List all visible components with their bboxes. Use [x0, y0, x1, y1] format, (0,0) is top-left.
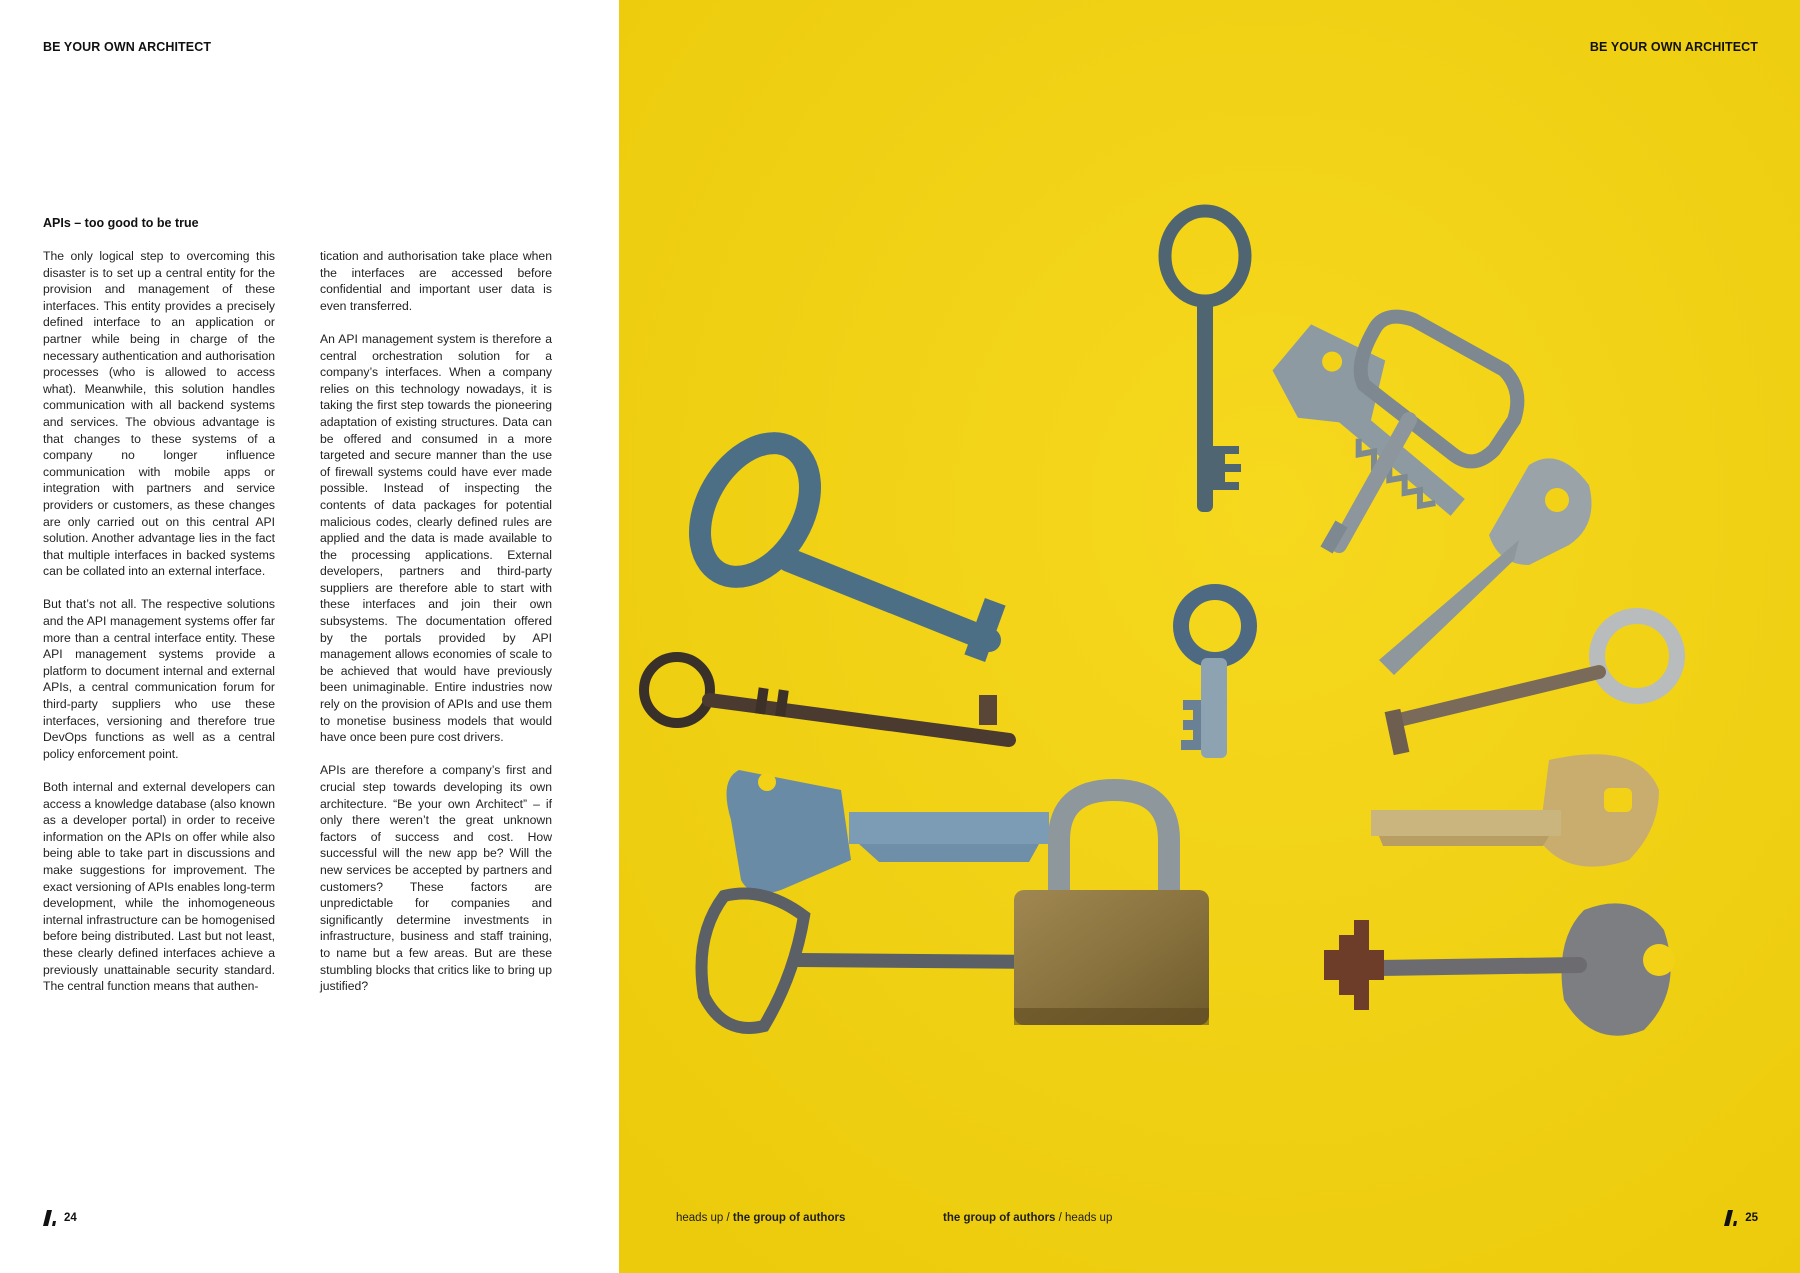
section-heading: APIs – too good to be true: [43, 216, 199, 230]
text-column-1: [43, 248, 275, 1011]
paragraph: But that’s not all. The respective solutions and the API management systems offer far more than a central interface entity. These API management systems provide a platform to document internal and external APIs, a central communication forum for third-party suppliers who use these interfaces, versioning and therefore true DevOps functions as well as a central policy enforcement point.: [43, 597, 275, 761]
page-number-right: [1724, 1210, 1758, 1226]
page-number-left: [43, 1210, 77, 1226]
credit-plain: / heads up: [1055, 1212, 1113, 1224]
credit-plain: heads up /: [676, 1212, 733, 1224]
left-page: [0, 0, 619, 1273]
running-head-right: BE YOUR OWN ARCHITECT: [1589, 40, 1758, 54]
logo-mark-icon: [43, 1210, 57, 1226]
credit-bold: the group of authors: [943, 1212, 1056, 1224]
footer-credit-right: [943, 1212, 1112, 1224]
text-column-2: [320, 248, 552, 1011]
paragraph: APIs are therefore a company’s first and crucial step towards developing its own architecture. “Be your own Architect” – if only there weren’t the great unknown factors of success and cost. How successful will the new app be? Will the new services be accepted by partners and customers? These factors are unpredictable for companies and significantly determine investments in infrastructure, business and staff training, to name but a few areas. But are these stumbling blocks that critics like to bring up justified?: [320, 763, 552, 994]
paragraph: The only logical step to overcoming this disaster is to set up a central entity for the provision and management of these interfaces. This entity provides a precisely defined interface to an application or partner while being in charge of the necessary authentication and authorisation processes (who is allowed to access what). Meanwhile, this solution handles communication with all backend systems and services. The obvious advantage is that changes to these systems of a company no longer influence communication with mobile apps or integration with partners and service providers or customers, as these changes are only carried out on this central API solution. Another advantage lies in the fact that multiple interfaces in backed systems can be collated into an external interface.: [43, 249, 275, 579]
logo-mark-icon: [1724, 1210, 1738, 1226]
page-number: 25: [1745, 1212, 1758, 1224]
paragraph: tication and authorisation take place when the interfaces are accessed before confidential and important user data is even transferred.: [320, 249, 552, 313]
page-number: 24: [64, 1212, 77, 1224]
right-page-photo: [619, 0, 1800, 1273]
paragraph: Both internal and external developers can access a knowledge database (also known as a developer portal) in order to receive information on the APIs on offer while also being able to take part in discussions and make suggestions for improvement. The exact versioning of APIs enables long-term development, while the inhomogeneous internal infrastructure can be homogenised before being distributed. Last but not least, these clearly defined interfaces achieve a previously unattainable security standard. The central function means that authen-: [43, 780, 275, 994]
paragraph: An API management system is therefore a central orchestration solution for a company’s interfaces. When a company relies on this technology nowadays, it is taking the first step towards the pioneering adaptation of existing structures. Data can be offered and consumed in a more targeted and secure manner than the use of firewall systems could have ever made possible. Instead of inspecting the contents of data packages for potential malicious codes, clearly defined rules are applied and the data is made available to the processing applications. External developers, partners and third-party suppliers are therefore able to start with these interfaces and join their own subsystems. The documentation offered by the portals provided by API management allows economies of scale to be achieved that would have previously been unimaginable. Entire industries now rely on the provision of APIs and use them to monetise business models that would have once been pure cost drivers.: [320, 331, 552, 745]
keys-photo: [619, 0, 1800, 1273]
running-head-left: BE YOUR OWN ARCHITECT: [43, 40, 212, 54]
credit-bold: the group of authors: [732, 1212, 846, 1224]
footer-credit-left: [676, 1212, 845, 1224]
